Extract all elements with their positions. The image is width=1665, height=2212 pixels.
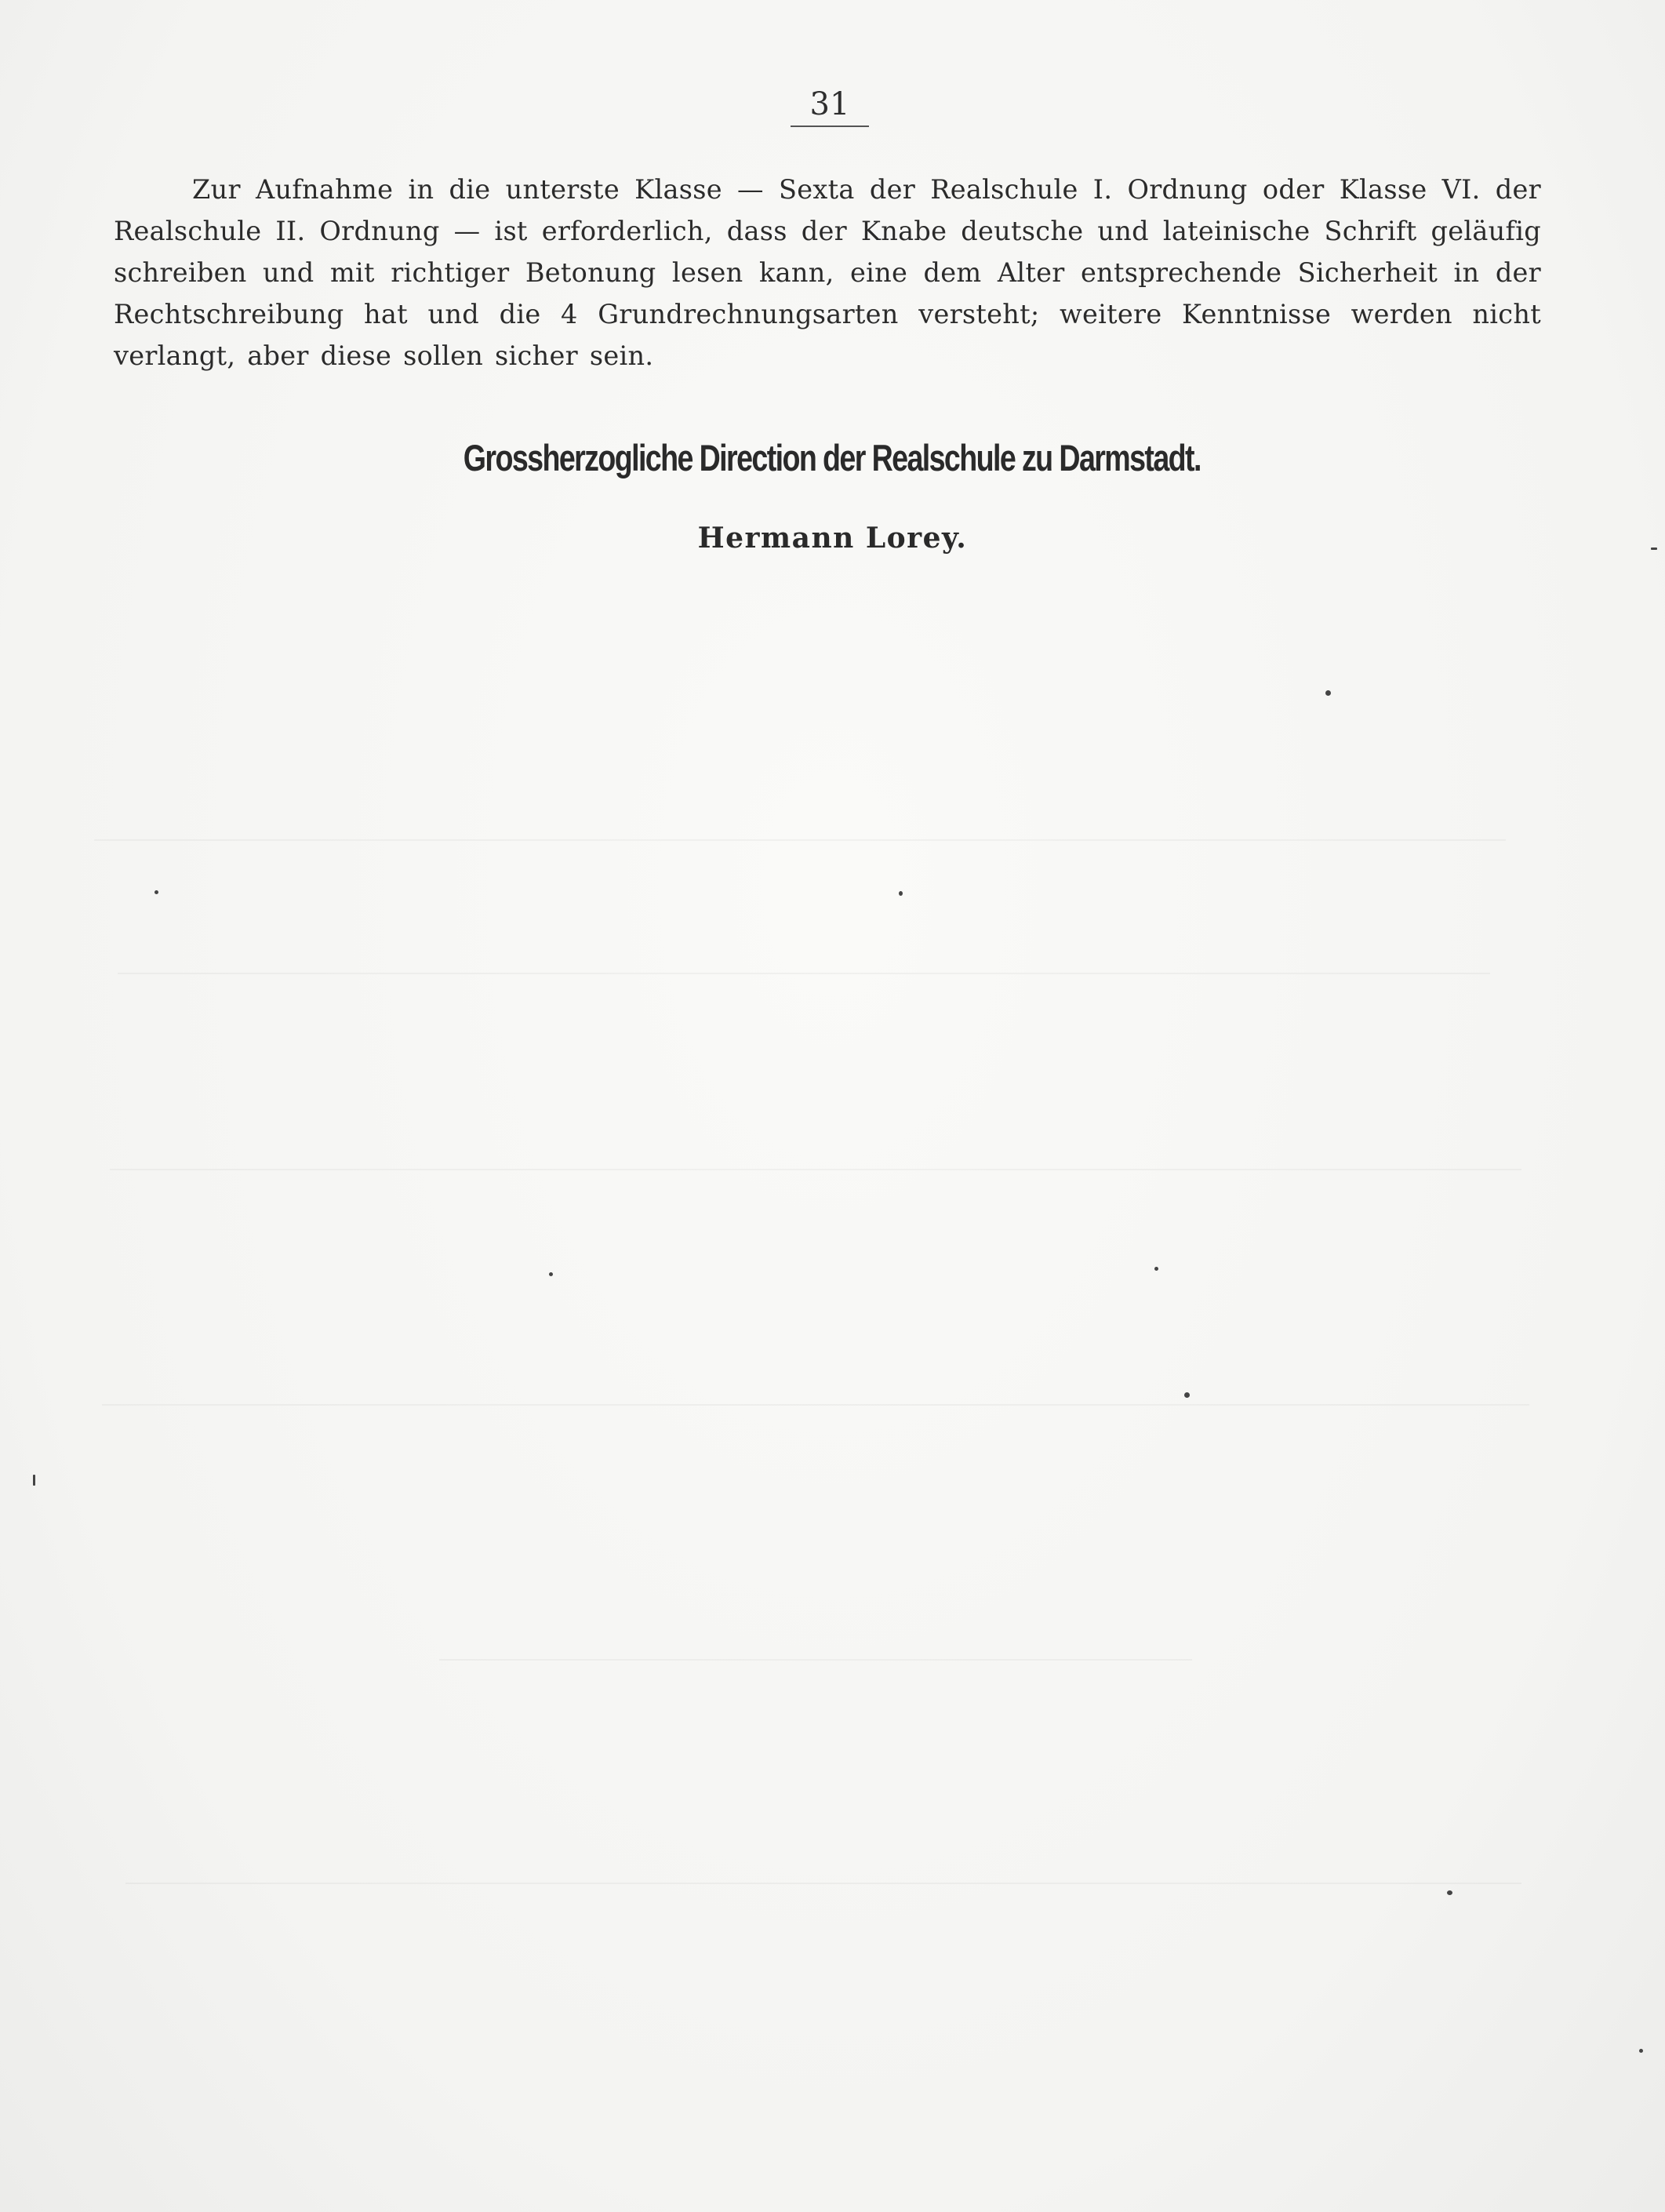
show-through-line <box>125 1883 1521 1884</box>
scan-speck <box>1184 1392 1190 1398</box>
show-through-line <box>94 839 1506 841</box>
scan-speck <box>549 1272 553 1276</box>
scan-speck <box>1651 548 1657 550</box>
page-number: 31 <box>791 86 869 127</box>
show-through-line <box>102 1404 1529 1406</box>
direction-heading: Grossherzogliche Direction der Realschule zu Darmstadt. <box>463 437 1201 478</box>
scan-speck <box>155 890 158 894</box>
admission-paragraph: Zur Aufnahme in die unterste Klasse — Sexta der Realschule I. Ordnung oder Klasse VI. der Realschule II. Ordnung — ist erforderlich, dass der Knabe deutsche und lateinische Schrift geläufig schreiben und mit richtiger Betonung lesen kann, eine dem Alter entsprechende Sicherheit in der Rechtschreibung hat und die 4 Grundrechnungsarten versteht; weitere Kenntnisse werden nicht verlangt, aber diese sollen sicher sein. <box>114 174 1541 371</box>
scan-speck <box>1325 690 1331 696</box>
signatory-name: Hermann Lorey. <box>697 522 968 555</box>
show-through-line <box>110 1169 1521 1170</box>
scan-speck <box>1447 1890 1452 1895</box>
scan-speck <box>1639 2049 1643 2053</box>
scan-speck <box>1154 1267 1158 1271</box>
scan-speck <box>33 1475 35 1486</box>
show-through-line <box>439 1659 1192 1661</box>
scan-speck <box>899 891 903 896</box>
show-through-line <box>118 973 1490 974</box>
